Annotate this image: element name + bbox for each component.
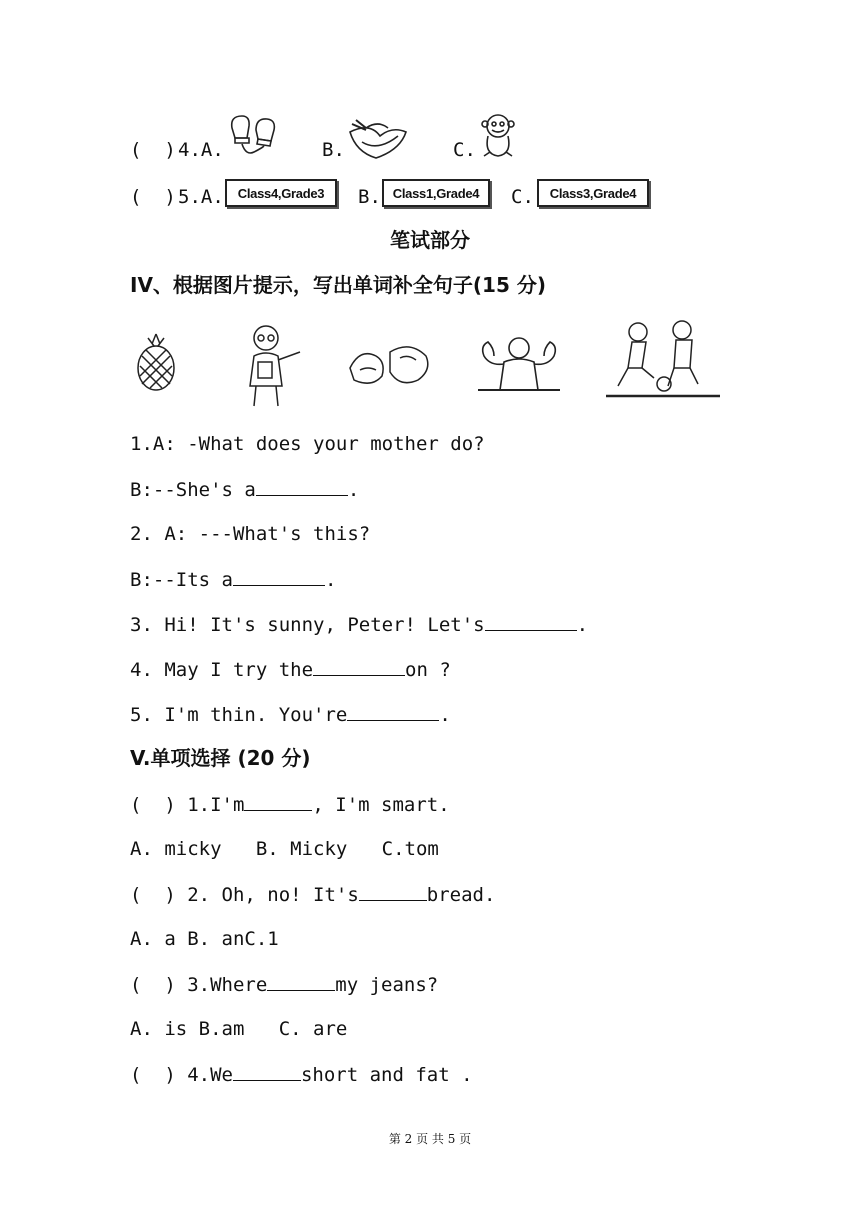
answer-blank[interactable] — [233, 1062, 301, 1081]
monkey-icon — [476, 112, 520, 160]
s5-line-4: A. a B. anC.1 — [130, 928, 279, 950]
s5-line-3: ( ) 2. Oh, no! It's bread. — [130, 884, 496, 906]
page-footer: 第 2 页 共 5 页 — [388, 1132, 472, 1146]
s4-line-1: 1.A: -What does your mother do? — [130, 433, 485, 455]
answer-blank[interactable] — [244, 792, 312, 811]
answer-blank[interactable] — [347, 702, 439, 721]
shoes-icon — [346, 338, 432, 394]
answer-blank[interactable] — [267, 972, 335, 991]
section-iv-title: IV、根据图片提示，写出单词补全句子(15 分) — [130, 273, 546, 297]
q4-paren: ( ) — [130, 139, 176, 161]
q4-option-b: B. — [322, 139, 345, 161]
q5-option-c: C. — [511, 186, 534, 208]
s5-line-6: A. is B.am C. are — [130, 1018, 348, 1040]
s5-line-1: ( ) 1.I'm , I'm smart. — [130, 794, 450, 816]
q4-option-c: C. — [453, 139, 476, 161]
q4-number: 4.A. — [178, 139, 224, 161]
class-grade-box-a: Class4,Grade3 — [225, 179, 337, 207]
q5-number: 5.A. — [178, 186, 224, 208]
s5-line-2: A. micky B. Micky C.tom — [130, 838, 439, 860]
mittens-icon — [226, 110, 280, 158]
pineapple-icon — [134, 332, 178, 392]
s4-line-2: B:--She's a . — [130, 479, 360, 501]
q5-paren: ( ) — [130, 186, 176, 208]
football-players-icon — [604, 318, 722, 400]
strong-man-icon — [474, 332, 564, 394]
s4-line-7: 5. I'm thin. You're . — [130, 704, 451, 726]
s4-line-6: 4. May I try the on ? — [130, 659, 451, 681]
q5-option-b: B. — [358, 186, 381, 208]
s5-line-7: ( ) 4.We short and fat . — [130, 1064, 473, 1086]
answer-blank[interactable] — [233, 567, 325, 586]
section-v-title: V.单项选择 (20 分) — [130, 746, 311, 770]
s4-line-3: 2. A: ---What's this? — [130, 523, 371, 545]
answer-blank[interactable] — [256, 477, 348, 496]
answer-blank[interactable] — [313, 657, 405, 676]
section-written-title: 笔试部分 — [390, 228, 470, 252]
s4-line-5: 3. Hi! It's sunny, Peter! Let's . — [130, 614, 589, 636]
answer-blank[interactable] — [359, 882, 427, 901]
s4-line-4: B:--Its a . — [130, 569, 337, 591]
teacher-icon — [236, 322, 308, 408]
hat-icon — [346, 118, 410, 160]
class-grade-box-b: Class1,Grade4 — [382, 179, 490, 207]
class-grade-box-c: Class3,Grade4 — [537, 179, 649, 207]
answer-blank[interactable] — [485, 612, 577, 631]
s5-line-5: ( ) 3.Where my jeans? — [130, 974, 439, 996]
